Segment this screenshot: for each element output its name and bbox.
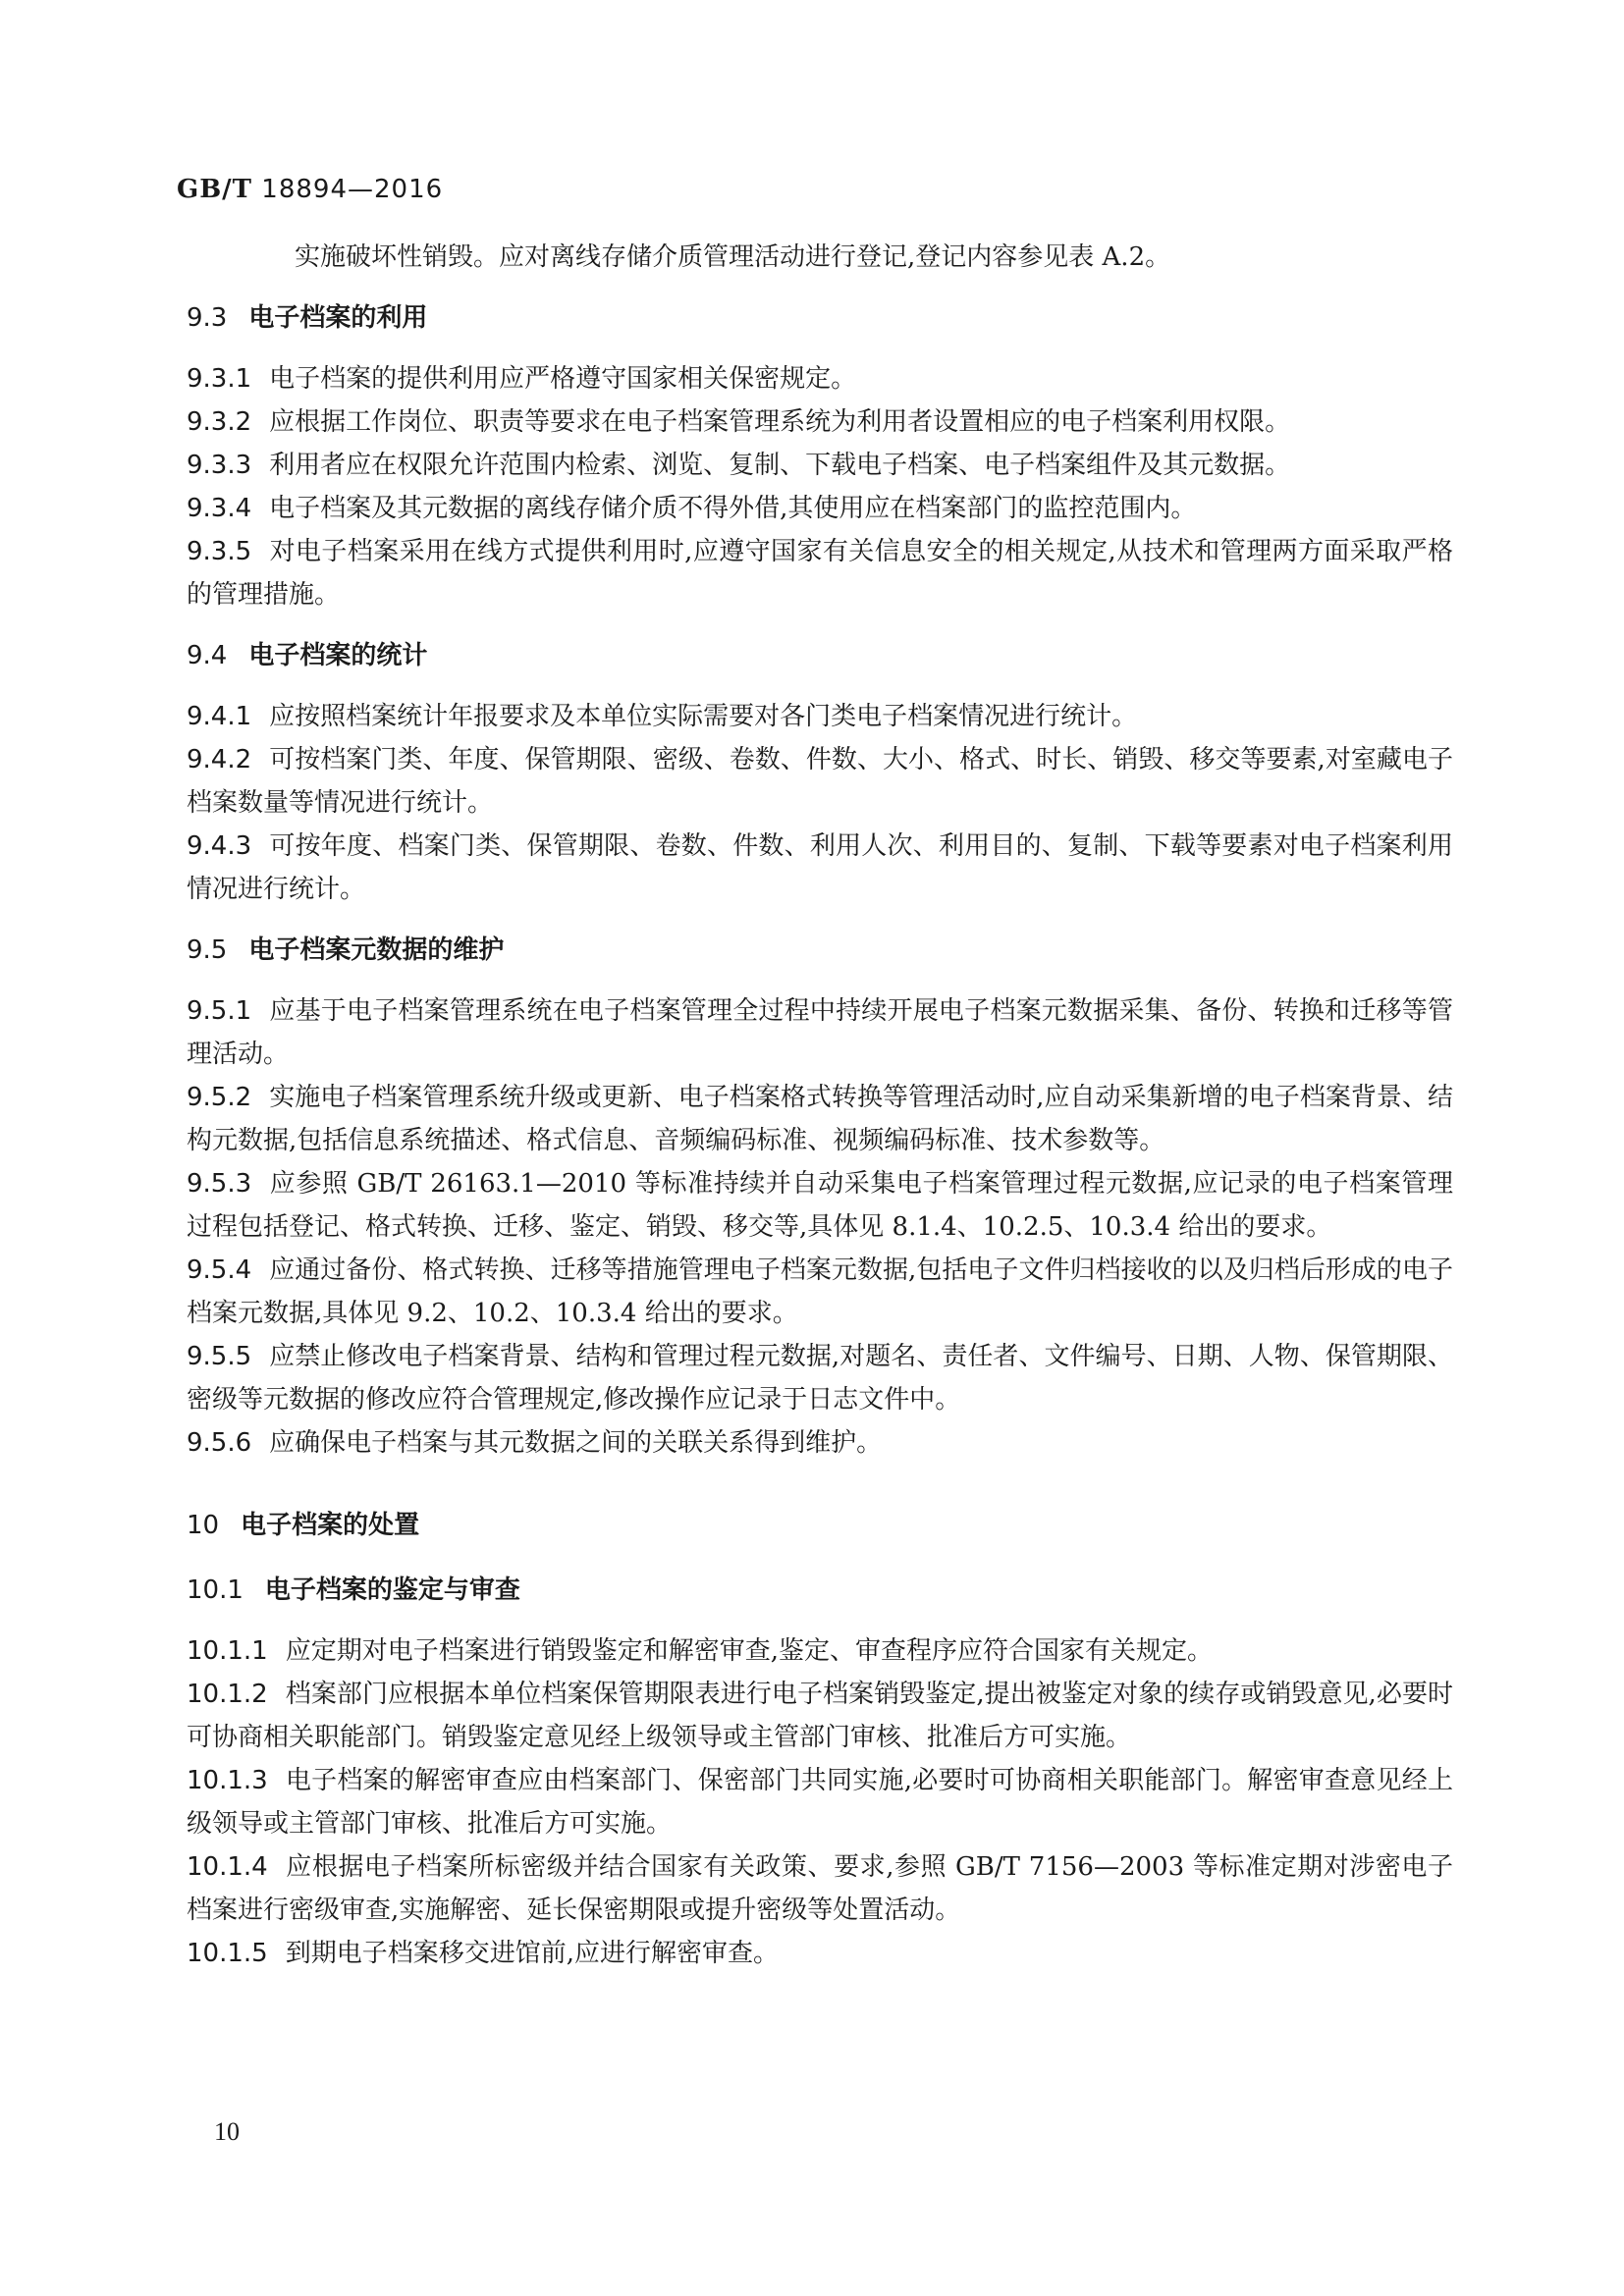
clause-text: 电子档案及其元数据的离线存储介质不得外借,其使用应在档案部门的监控范围内。: [269, 494, 1197, 523]
clause-9-5-2: [187, 1076, 1453, 1162]
page-number: 10: [214, 2117, 240, 2146]
clause-9-4-3: [187, 825, 1453, 911]
clause-number: 9.5.1: [187, 996, 252, 1026]
section-number: 10.1: [187, 1575, 244, 1605]
clause-text: 利用者应在权限允许范围内检索、浏览、复制、下载电子档案、电子档案组件及其元数据。: [269, 451, 1291, 480]
clause-9-5-5: [187, 1335, 1453, 1421]
clause-text: 实施电子档案管理系统升级或更新、电子档案格式转换等管理活动时,应自动采集新增的电子档案背景、结构元数据,包括信息系统描述、格式信息、音频编码标准、视频编码标准、技术参数等。: [187, 1083, 1453, 1155]
chapter-heading-10: [187, 1504, 1453, 1547]
section-heading-9-3: [187, 296, 1453, 340]
clause-text: 应参照 GB/T 26163.1—2010 等标准持续并自动采集电子档案管理过程元数据,应记录的电子档案管理过程包括登记、格式转换、迁移、鉴定、销毁、移交等,具体见 8.1.4、10.2.5、10.3.4 给出的要求。: [187, 1169, 1453, 1242]
clause-9-5-4: [187, 1249, 1453, 1335]
section-title: 电子档案的鉴定与审查: [264, 1575, 520, 1605]
clause-text: 应定期对电子档案进行销毁鉴定和解密审查,鉴定、审查程序应符合国家有关规定。: [285, 1636, 1213, 1666]
clause-10-1-1: [187, 1629, 1453, 1673]
clause-text: 应通过备份、格式转换、迁移等措施管理电子档案元数据,包括电子文件归档接收的以及归档后形成的电子档案元数据,具体见 9.2、10.2、10.3.4 给出的要求。: [187, 1255, 1453, 1328]
clause-9-5-3: [187, 1162, 1453, 1249]
clause-number: 9.4.2: [187, 745, 252, 774]
clause-text: 应基于电子档案管理系统在电子档案管理全过程中持续开展电子档案元数据采集、备份、转换和迁移等管理活动。: [187, 996, 1453, 1069]
clause-9-5-6: [187, 1421, 1453, 1465]
clause-number: 10.1.5: [187, 1939, 268, 1968]
section-number: 9.4: [187, 641, 228, 670]
clause-9-3-5: [187, 530, 1453, 616]
clause-text: 到期电子档案移交进馆前,应进行解密审查。: [285, 1939, 779, 1968]
clause-9-3-4: [187, 487, 1453, 530]
clause-text: 电子档案的提供利用应严格遵守国家相关保密规定。: [269, 364, 857, 394]
document-body: [187, 236, 1453, 1975]
clause-text: 应禁止修改电子档案背景、结构和管理过程元数据,对题名、责任者、文件编号、日期、人物、保管期限、密级等元数据的修改应符合管理规定,修改操作应记录于日志文件中。: [187, 1342, 1453, 1415]
clause-number: 9.3.2: [187, 407, 252, 437]
section-number: 9.5: [187, 935, 228, 965]
clause-text: 应按照档案统计年报要求及本单位实际需要对各门类电子档案情况进行统计。: [269, 702, 1138, 731]
clause-number: 9.4.1: [187, 702, 252, 731]
clause-text: 可按年度、档案门类、保管期限、卷数、件数、利用人次、利用目的、复制、下载等要素对电子档案利用情况进行统计。: [187, 831, 1453, 904]
clause-number: 10.1.2: [187, 1680, 268, 1709]
section-heading-10-1: [187, 1569, 1453, 1612]
clause-9-3-3: [187, 444, 1453, 487]
clause-text: 可按档案门类、年度、保管期限、密级、卷数、件数、大小、格式、时长、销毁、移交等要素,对室藏电子档案数量等情况进行统计。: [187, 745, 1453, 818]
clause-text: 档案部门应根据本单位档案保管期限表进行电子档案销毁鉴定,提出被鉴定对象的续存或销毁意见,必要时可协商相关职能部门。销毁鉴定意见经上级领导或主管部门审核、批准后方可实施。: [187, 1680, 1453, 1752]
clause-9-3-2: [187, 400, 1453, 444]
clause-number: 9.5.4: [187, 1255, 252, 1285]
clause-9-3-1: [187, 357, 1453, 400]
chapter-number: 10: [187, 1511, 220, 1540]
clause-number: 10.1.4: [187, 1852, 268, 1882]
clause-number: 9.4.3: [187, 831, 252, 861]
clause-number: 10.1.3: [187, 1766, 268, 1795]
clause-number: 9.3.3: [187, 451, 252, 480]
clause-text: 应确保电子档案与其元数据之间的关联关系得到维护。: [269, 1428, 883, 1458]
clause-10-1-3: [187, 1759, 1453, 1845]
clause-text: 对电子档案采用在线方式提供利用时,应遵守国家有关信息安全的相关规定,从技术和管理两方面采取严格的管理措施。: [187, 537, 1453, 610]
clause-10-1-2: [187, 1673, 1453, 1759]
clause-9-4-1: [187, 695, 1453, 738]
clause-text: 应根据电子档案所标密级并结合国家有关政策、要求,参照 GB/T 7156—2003 等标准定期对涉密电子档案进行密级审查,实施解密、延长保密期限或提升密级等处置活动。: [187, 1852, 1453, 1925]
clause-number: 9.3.5: [187, 537, 252, 566]
section-title: 电子档案元数据的维护: [248, 935, 505, 965]
section-title: 电子档案的利用: [248, 303, 428, 333]
standard-header: [177, 175, 443, 204]
section-heading-9-5: [187, 929, 1453, 972]
standard-number: 18894—2016: [261, 175, 444, 204]
clause-number: 9.3.1: [187, 364, 252, 394]
clause-number: 9.3.4: [187, 494, 252, 523]
clause-number: 9.5.3: [187, 1169, 252, 1199]
section-heading-9-4: [187, 634, 1453, 677]
standard-code: GB/T: [177, 175, 253, 204]
clause-number: 9.5.2: [187, 1083, 252, 1112]
clause-10-1-4: [187, 1845, 1453, 1932]
clause-9-4-2: [187, 738, 1453, 825]
clause-number: 9.5.5: [187, 1342, 252, 1371]
clause-text: 电子档案的解密审查应由档案部门、保密部门共同实施,必要时可协商相关职能部门。解密审查意见经上级领导或主管部门审核、批准后方可实施。: [187, 1766, 1453, 1839]
clause-9-5-1: [187, 989, 1453, 1076]
intro-paragraph: 实施破坏性销毁。应对离线存储介质管理活动进行登记,登记内容参见表 A.2。: [295, 242, 1171, 272]
clause-text: 应根据工作岗位、职责等要求在电子档案管理系统为利用者设置相应的电子档案利用权限。: [269, 407, 1291, 437]
chapter-title: 电子档案的处置: [241, 1511, 420, 1540]
clause-number: 10.1.1: [187, 1636, 268, 1666]
section-number: 9.3: [187, 303, 228, 333]
clause-number: 9.5.6: [187, 1428, 252, 1458]
section-title: 电子档案的统计: [248, 641, 428, 670]
clause-10-1-5: [187, 1932, 1453, 1975]
